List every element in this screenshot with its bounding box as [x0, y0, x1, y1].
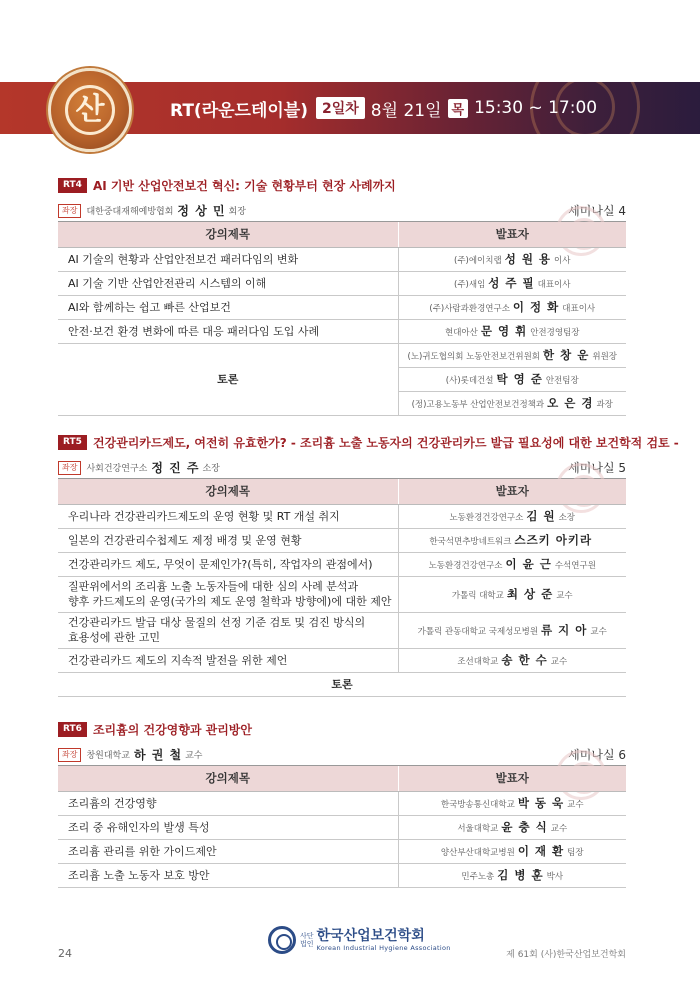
session-header-title	[170, 91, 597, 125]
session-tag: RT5	[58, 435, 87, 450]
chair-name: 정 상 민	[177, 204, 226, 218]
session-tag: RT6	[58, 722, 87, 737]
lecture-title: 질판위에서의 조리흄 노출 노동자들에 대한 심의 사례 분석과 향후 카드제도의 운영(국가의 제도 운영 철학과 방향에)에 대한 제안	[58, 576, 398, 612]
table-row	[58, 528, 626, 552]
lecture-title: 건강관리카드 발급 대상 물질의 선정 기준 검토 및 검진 방식의 효용성에 관한 고민	[58, 612, 398, 648]
session-heading	[58, 176, 626, 194]
chair-row	[58, 457, 626, 479]
day-chip: 2일차	[316, 97, 365, 119]
chair-role: 소장	[202, 464, 220, 474]
chair-org: 창원대학교	[86, 751, 130, 761]
discussion-label: 토론	[58, 672, 626, 696]
table-row	[58, 863, 626, 887]
society-name-en: Korean Industrial Hygiene Association	[316, 944, 451, 952]
presenter-cell: 가톨릭 관동대학교 국제성모병원 류 지 아 교수	[398, 612, 626, 648]
table-row	[58, 504, 626, 528]
room-label: 세미나실 4	[568, 204, 626, 218]
lecture-title: 조리흄 관리를 위한 가이드제안	[58, 839, 398, 863]
presenter-cell: 양산부산대학교병원 이 재 환 팀장	[398, 839, 626, 863]
table-row	[58, 612, 626, 648]
presenter-cell: 조선대학교 송 한 수 교수	[398, 648, 626, 672]
session-time: 15:30 ~ 17:00	[474, 98, 598, 118]
session-rt4	[58, 176, 626, 416]
lecture-title: 안전·보건 환경 변화에 따른 대응 패러다임 도입 사례	[58, 319, 398, 343]
lecture-title: 조리 중 유해인자의 발생 특성	[58, 815, 398, 839]
room-label: 세미나실 5	[568, 461, 626, 475]
society-name-ko: 한국산업보건학회	[316, 928, 425, 944]
corp-label: 사단 법인	[300, 932, 314, 948]
table-row	[58, 247, 626, 271]
table-row	[58, 648, 626, 672]
session-rt6	[58, 720, 626, 888]
table-row	[58, 672, 626, 696]
chair-name: 정 진 주	[151, 461, 200, 475]
discussant-cell: (사)롯데건설 탁 영 준 안전팀장	[398, 367, 626, 391]
table-row	[58, 791, 626, 815]
lecture-title: AI 기술의 현황과 산업안전보건 패러다임의 변화	[58, 247, 398, 271]
lecture-title: 건강관리카드 제도의 지속적 발전을 위한 제언	[58, 648, 398, 672]
discussion-label: 토론	[58, 343, 398, 415]
weekday-chip: 목	[448, 99, 469, 118]
presenter-cell: (주)에이치랩 성 원 용 이사	[398, 247, 626, 271]
room-label: 세미나실 6	[568, 748, 626, 762]
table-row	[58, 576, 626, 612]
lecture-title: 일본의 건강관리수첩제도 제정 배경 및 운영 현황	[58, 528, 398, 552]
page-number: 24	[58, 947, 72, 960]
chair-org: 대한중대재해예방협회	[86, 207, 174, 217]
lecture-title: 조리흄 노출 노동자 보호 방안	[58, 863, 398, 887]
chair-org: 사회건강연구소	[86, 464, 148, 474]
session-title: 건강관리카드제도, 여전히 유효한가? - 조리흄 노출 노동자의 건강관리카드 발급 필요성에 대한 보건학적 검토 -	[92, 435, 679, 450]
presenter-cell: 서울대학교 윤 충 식 교수	[398, 815, 626, 839]
society-logo	[268, 926, 451, 954]
lecture-title: 건강관리카드 제도, 무엇이 문제인가?(특히, 작업자의 관점에서)	[58, 552, 398, 576]
discussant-cell: (노)귀도협의회 노동안전보건위원회 한 창 운 위원장	[398, 343, 626, 367]
session-heading	[58, 433, 679, 451]
presenter-cell: 한국방송통신대학교 박 동 욱 교수	[398, 791, 626, 815]
society-emblem-icon: 산	[48, 68, 132, 152]
presenter-column-header: 발표자	[398, 766, 626, 791]
presenter-cell: (주)새임 성 주 필 대표이사	[398, 271, 626, 295]
table-row	[58, 552, 626, 576]
event-label: 제 61회 (사)한국산업보건학회	[506, 950, 626, 960]
presenter-cell: 노동환경건강연구소 김 원 소장	[398, 504, 626, 528]
chair-row	[58, 200, 626, 222]
session-title: 조리흄의 건강영향과 관리방안	[92, 722, 252, 737]
lecture-column-header: 강의제목	[58, 479, 398, 504]
table-row	[58, 295, 626, 319]
table-row	[58, 343, 626, 367]
society-mark-icon	[268, 926, 296, 954]
lecture-title: 우리나라 건강관리카드제도의 운영 현황 및 RT 개설 취지	[58, 504, 398, 528]
presenter-column-header: 발표자	[398, 479, 626, 504]
presenter-cell: 민주노총 김 병 훈 박사	[398, 863, 626, 887]
table-row	[58, 271, 626, 295]
program-table	[58, 479, 626, 697]
rt-label: RT(라운드테이블)	[170, 100, 308, 121]
program-table	[58, 222, 626, 416]
presenter-column-header: 발표자	[398, 222, 626, 247]
lecture-title: AI와 함께하는 쉽고 빠른 산업보건	[58, 295, 398, 319]
presenter-cell: (주)사람과환경연구소 이 정 화 대표이사	[398, 295, 626, 319]
table-row	[58, 815, 626, 839]
chair-role: 회장	[228, 207, 246, 217]
program-table	[58, 766, 626, 888]
table-row	[58, 319, 626, 343]
session-date: 8월 21일	[370, 100, 442, 121]
chair-badge: 좌장	[58, 461, 81, 475]
session-title: AI 기반 산업안전보건 혁신: 기술 현황부터 현장 사례까지	[92, 178, 396, 193]
chair-badge: 좌장	[58, 204, 81, 218]
presenter-cell: 한국석면추방네트워크 스즈키 아키라	[398, 528, 626, 552]
table-row	[58, 839, 626, 863]
chair-role: 교수	[185, 751, 203, 761]
lecture-title: AI 기술 기반 산업안전관리 시스템의 이해	[58, 271, 398, 295]
lecture-title: 조리흄의 건강영향	[58, 791, 398, 815]
chair-name: 하 권 철	[133, 748, 183, 762]
presenter-cell: 가톨릭 대학교 최 상 준 교수	[398, 576, 626, 612]
session-heading	[58, 720, 626, 738]
lecture-column-header: 강의제목	[58, 222, 398, 247]
presenter-cell: 현대아산 문 영 휘 안전경영팀장	[398, 319, 626, 343]
chair-badge: 좌장	[58, 748, 81, 762]
session-tag: RT4	[58, 178, 87, 193]
lecture-column-header: 강의제목	[58, 766, 398, 791]
presenter-cell: 노동환경건강연구소 이 윤 근 수석연구원	[398, 552, 626, 576]
chair-row	[58, 744, 626, 766]
discussant-cell: (정)고용노동부 산업안전보건정책과 오 은 경 과장	[398, 391, 626, 415]
session-rt5	[58, 433, 679, 697]
